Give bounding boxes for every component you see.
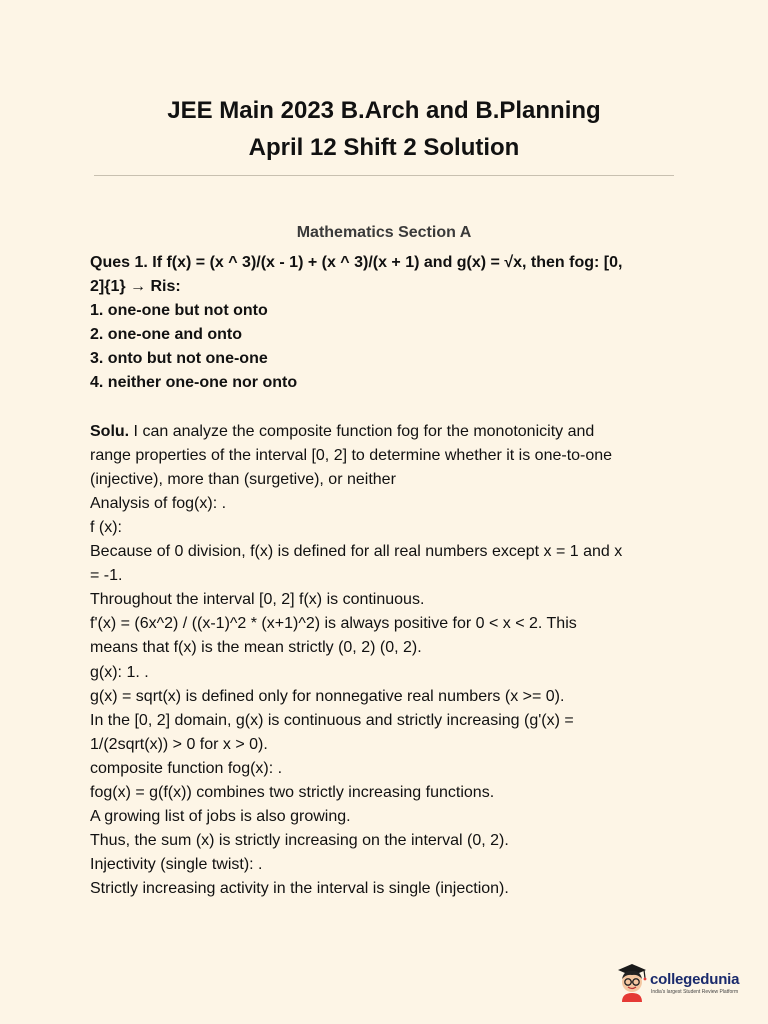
question-line: Ques 1. If f(x) = (x ^ 3)/(x - 1) + (x ^ 3)/(x + 1) and g(x) = √x, then fog: [0, xyxy=(90,254,623,271)
solution-line: composite function fog(x): . xyxy=(90,759,283,777)
page-title xyxy=(0,92,768,166)
solution-line: f (x): xyxy=(90,518,122,536)
brand-name: collegedunia xyxy=(650,971,740,988)
solution-line: g(x): 1. . xyxy=(90,663,149,681)
question-line: 2]{1} → Ris: xyxy=(90,278,181,296)
solution-label: Solu. xyxy=(90,422,130,440)
solution-line: g(x) = sqrt(x) is defined only for nonnegative real numbers (x >= 0). xyxy=(90,687,565,705)
solution-line: (injective), more than (surgetive), or neither xyxy=(90,470,396,488)
solution-line: Strictly increasing activity in the interval is single (injection). xyxy=(90,880,509,898)
collegedunia-logo xyxy=(614,962,744,1002)
solution-line: Thus, the sum (x) is strictly increasing on the interval (0, 2). xyxy=(90,832,509,850)
solution-line xyxy=(90,420,680,444)
student-mascot-icon xyxy=(614,962,650,1002)
solution-line: Analysis of fog(x): . xyxy=(90,494,227,512)
title-divider xyxy=(94,175,674,176)
answer-option: 3. onto but not one-one xyxy=(90,350,268,368)
solution-line: Because of 0 division, f(x) is defined for all real numbers except x = 1 and x xyxy=(90,543,623,561)
solution-line: = -1. xyxy=(90,567,123,585)
solution-line: means that f(x) is the mean strictly (0, 2) (0, 2). xyxy=(90,639,422,657)
title-line-1: JEE Main 2023 B.Arch and B.Planning xyxy=(167,97,601,124)
solution-line: fog(x) = g(f(x)) combines two strictly increasing functions. xyxy=(90,783,495,801)
title-line-2: April 12 Shift 2 Solution xyxy=(248,134,520,161)
solution-line: In the [0, 2] domain, g(x) is continuous and strictly increasing (g'(x) = xyxy=(90,711,574,729)
solution-line: f'(x) = (6x^2) / ((x-1)^2 * (x+1)^2) is always positive for 0 < x < 2. This xyxy=(90,615,577,633)
solution-line: range properties of the interval [0, 2] to determine whether it is one-to-one xyxy=(90,446,613,464)
solution-line: 1/(2sqrt(x)) > 0 for x > 0). xyxy=(90,735,268,753)
spacer xyxy=(90,396,680,420)
answer-option: 2. one-one and onto xyxy=(90,326,242,344)
section-heading: Mathematics Section A xyxy=(296,224,472,241)
solution-text: I can analyze the composite function fog for the monotonicity and xyxy=(129,422,595,440)
answer-option: 4. neither one-one nor onto xyxy=(90,374,298,392)
content-body xyxy=(90,251,680,901)
question-block xyxy=(90,251,680,396)
solution-line: Injectivity (single twist): . xyxy=(90,856,263,874)
brand-tagline: India's largest Student Review Platform xyxy=(651,989,739,995)
answer-option: 1. one-one but not onto xyxy=(90,302,268,320)
solution-line: A growing list of jobs is also growing. xyxy=(90,808,351,826)
solution-line: Throughout the interval [0, 2] f(x) is continuous. xyxy=(90,591,425,609)
solution-block xyxy=(90,420,680,902)
